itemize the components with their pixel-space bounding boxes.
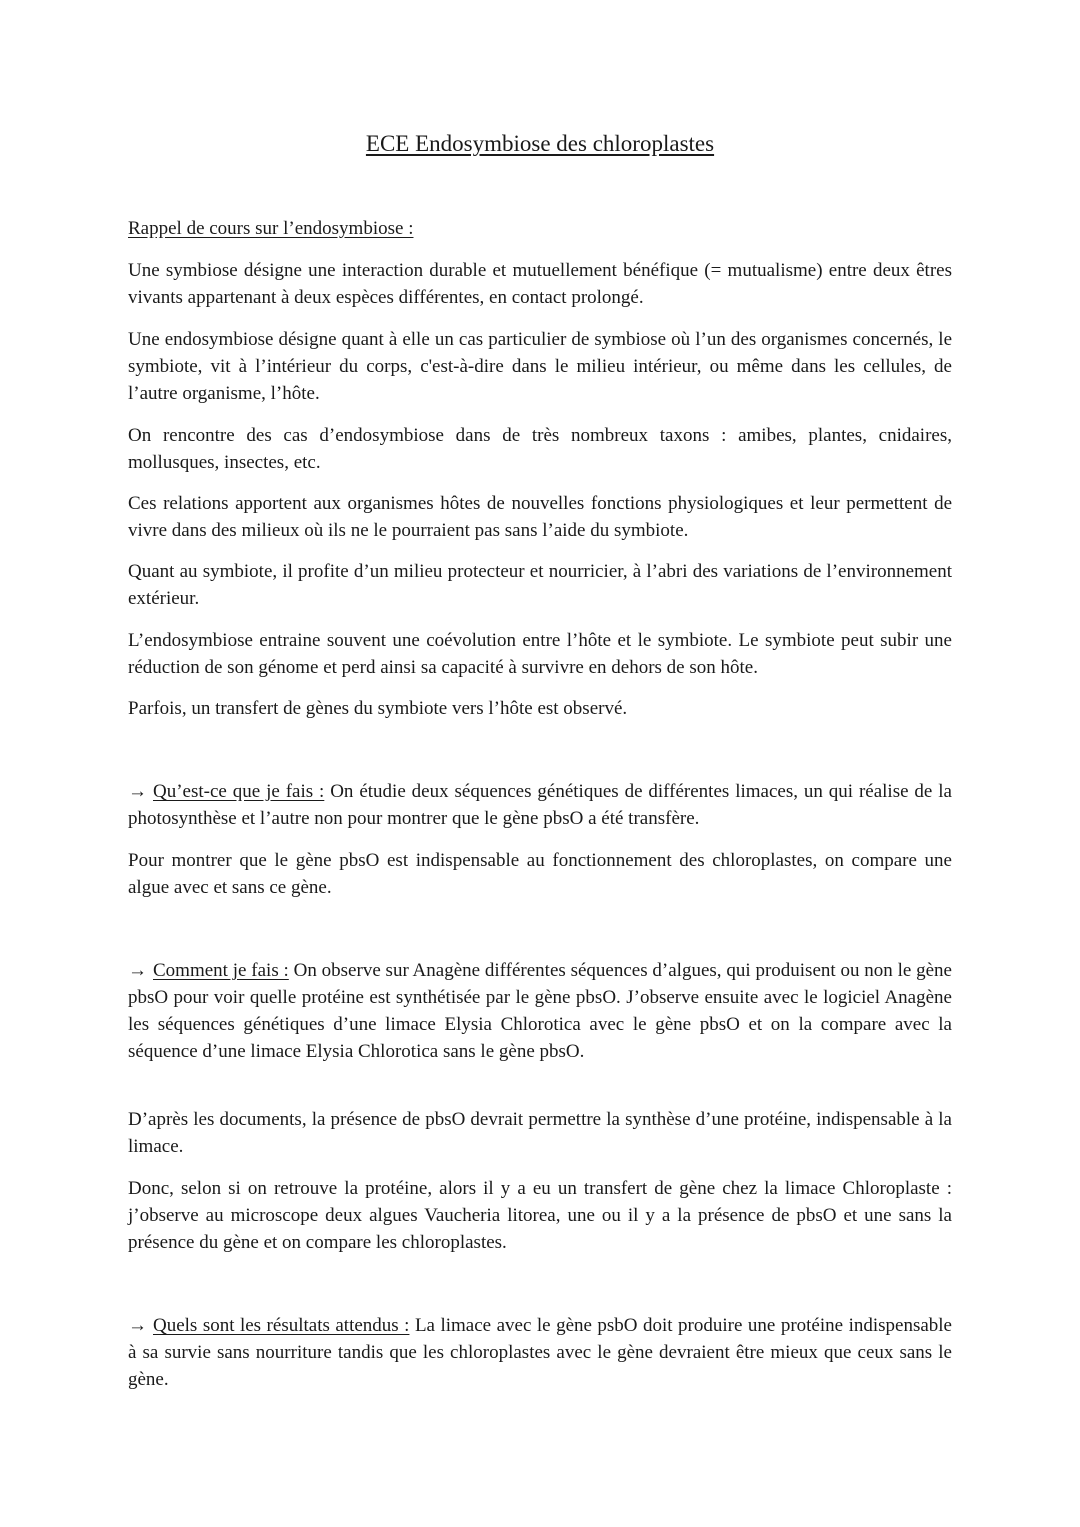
rappel-paragraph-2: Une endosymbiose désigne quant à elle un cas particulier de symbiose où l’un des organismes concernés, le symbiote, vit à l’intérieur du corps, c'est-à-dire dans le milieu intérieur, ou même dans les cellules, de l’autre organisme, l’hôte. [128, 329, 952, 404]
section-resultats-text: La limace avec le gène psbO doit produire une protéine indispensable à sa survie sans nourriture tandis que les chloroplastes avec le gène devraient être mieux que ceux sans le gène. [128, 1315, 952, 1390]
document-title: ECE Endosymbiose des chloroplastes [365, 131, 715, 156]
section-comment-paragraph-3: Donc, selon si on retrouve la protéine, alors il y a eu un transfert de gène chez la limace Chloroplaste : j’observe au microscope deux algues Vaucheria litorea, une ou il y a la présence de pbsO et une sans la présence du gène et on compare les chloroplastes. [128, 1178, 952, 1253]
section-quoi-paragraph-2: Pour montrer que le gène pbsO est indispensable au fonctionnement des chloroplastes, on compare une algue avec et sans ce gène. [128, 850, 952, 898]
arrow-right-icon: → [128, 781, 147, 802]
section-quoi-paragraph-1 [128, 778, 952, 832]
rappel-paragraph-1: Une symbiose désigne une interaction durable et mutuellement bénéfique (= mutualisme) entre deux êtres vivants appartenant à deux espèces différentes, en contact prolongé. [128, 260, 952, 308]
arrow-right-icon: → [128, 1315, 147, 1336]
section-resultats-heading: Quels sont les résultats attendus : [153, 1315, 410, 1336]
rappel-paragraph-6: L’endosymbiose entraine souvent une coévolution entre l’hôte et le symbiote. Le symbiote peut subir une réduction de son génome et perd ainsi sa capacité à survivre en dehors de son hôte. [128, 630, 952, 678]
section-quoi-heading: Qu’est-ce que je fais : [153, 781, 325, 802]
rappel-paragraph-7: Parfois, un transfert de gènes du symbiote vers l’hôte est observé. [128, 698, 628, 719]
section-comment-paragraph-2: D’après les documents, la présence de pbsO devrait permettre la synthèse d’une protéine, indispensable à la limace. [128, 1109, 952, 1157]
rappel-paragraph-4: Ces relations apportent aux organismes hôtes de nouvelles fonctions physiologiques et leur permettent de vivre dans des milieux où ils ne le pourraient pas sans l’aide du symbiote. [128, 493, 952, 541]
section-comment-heading: Comment je fais : [153, 960, 289, 981]
rappel-heading: Rappel de cours sur l’endosymbiose : [128, 218, 414, 239]
section-comment-text: On observe sur Anagène différentes séquences d’algues, qui produisent ou non le gène pbsO pour voir quelle protéine est synthétisée par le gène pbsO. J’observe ensuite avec le logiciel Anagène les séquences génétiques d’une limace Elysia Chlorotica avec le gène pbsO et on la compare avec la séquence d’une limace Elysia Chlorotica sans le gène pbsO. [128, 960, 952, 1062]
rappel-paragraph-3: On rencontre des cas d’endosymbiose dans de très nombreux taxons : amibes, plantes, cnidaires, mollusques, insectes, etc. [128, 425, 952, 473]
rappel-paragraph-5: Quant au symbiote, il profite d’un milieu protecteur et nourricier, à l’abri des variations de l’environnement extérieur. [128, 561, 952, 609]
section-quoi-text: On étudie deux séquences génétiques de différentes limaces, un qui réalise de la photosynthèse et l’autre non pour montrer que le gène pbsO a été transfère. [128, 781, 952, 829]
arrow-right-icon: → [128, 960, 147, 981]
section-resultats-paragraph-1 [128, 1312, 952, 1393]
section-comment-paragraph-1 [128, 957, 952, 1065]
